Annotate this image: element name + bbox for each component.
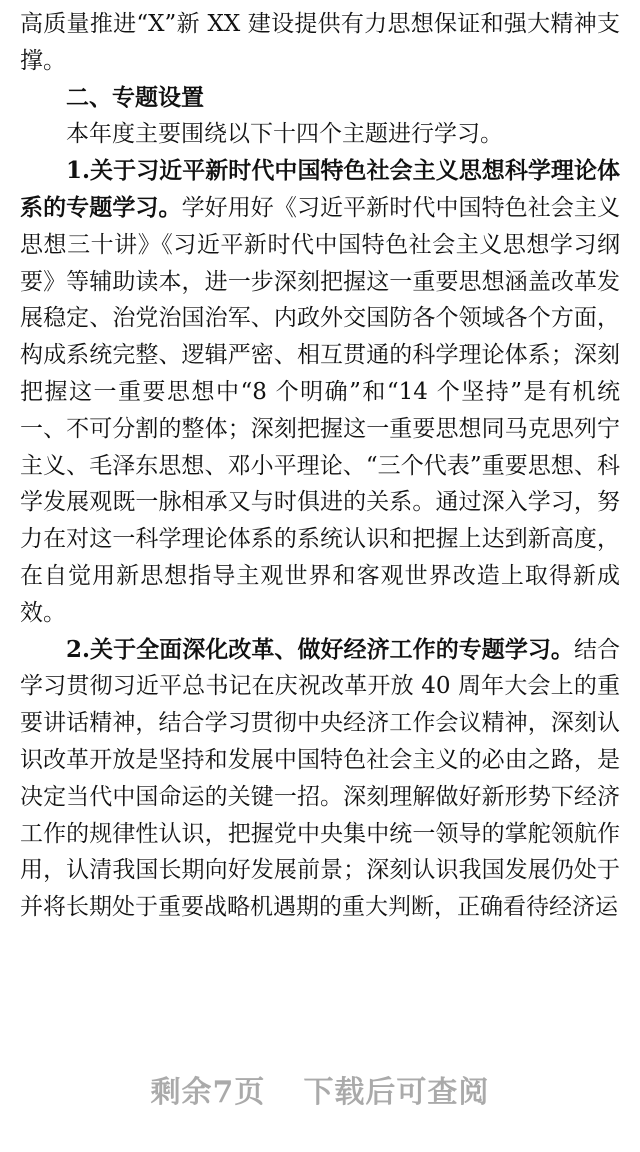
- item-1-body: 学好用好《习近平新时代中国特色社会主义思想三十讲》《习近平新时代中国特色社会主义思想学习纲要》等辅助读本，进一步深刻把握这一重要思想涵盖改革发展稳定、治党治国治军、内政外交国防各个领域各个方面，构成系统完整、逻辑严密、相互贯通的科学理论体系；深刻把握这一重要思想中“8 个明确”和“14 个坚持”是有机统一、不可分割的整体；深刻把握这一重要思想同马克思列宁主义、毛泽东思想、邓小平理论、“三个代表”重要思想、科学发展观既一脉相承又与时俱进的关系。通过深入学习，努力在对这一科学理论体系的系统认识和把握上达到新高度，在自觉用新思想指导主观世界和客观世界改造上取得新成效。: [20, 194, 621, 626]
- item-2-body: 结合学习贯彻习近平总书记在庆祝改革开放 40 周年大会上的重要讲话精神，结合学习贯彻中央经济工作会议精神，深刻认识改革开放是坚持和发展中国特色社会主义的必由之路，是决定当代中国命运的关键一招。深刻理解做好新形势下经济工作的规律性认识，把握党中央集中统一领导的掌舵领航作用，认清我国长期向好发展前景；深刻认识我国发展仍处于并将长期处于重要战略机遇期的重大判断，正确看待经济运: [20, 636, 620, 921]
- download-to-view-label[interactable]: 下载后可查阅: [303, 1075, 490, 1110]
- item-1-title: 1.关于习近平新时代中国特色社会主义思想科学理论体系的专题学习。: [20, 157, 620, 221]
- download-prompt[interactable]: [0, 1067, 640, 1111]
- paragraph-item-1: [20, 153, 620, 631]
- intro-continuation: 高质量推进“X”新 XX 建设提供有力思想保证和强大精神支撑。: [20, 11, 620, 74]
- paragraph-item-2: [20, 632, 620, 926]
- remaining-pages-label[interactable]: 剩余7页: [150, 1075, 266, 1110]
- item-2-title: 2.关于全面深化改革、做好经济工作的专题学习。: [66, 635, 574, 663]
- document-body: [20, 6, 620, 926]
- section-intro: 本年度主要围绕以下十四个主题进行学习。: [66, 121, 503, 148]
- section-heading: 二、专题设置: [66, 84, 204, 111]
